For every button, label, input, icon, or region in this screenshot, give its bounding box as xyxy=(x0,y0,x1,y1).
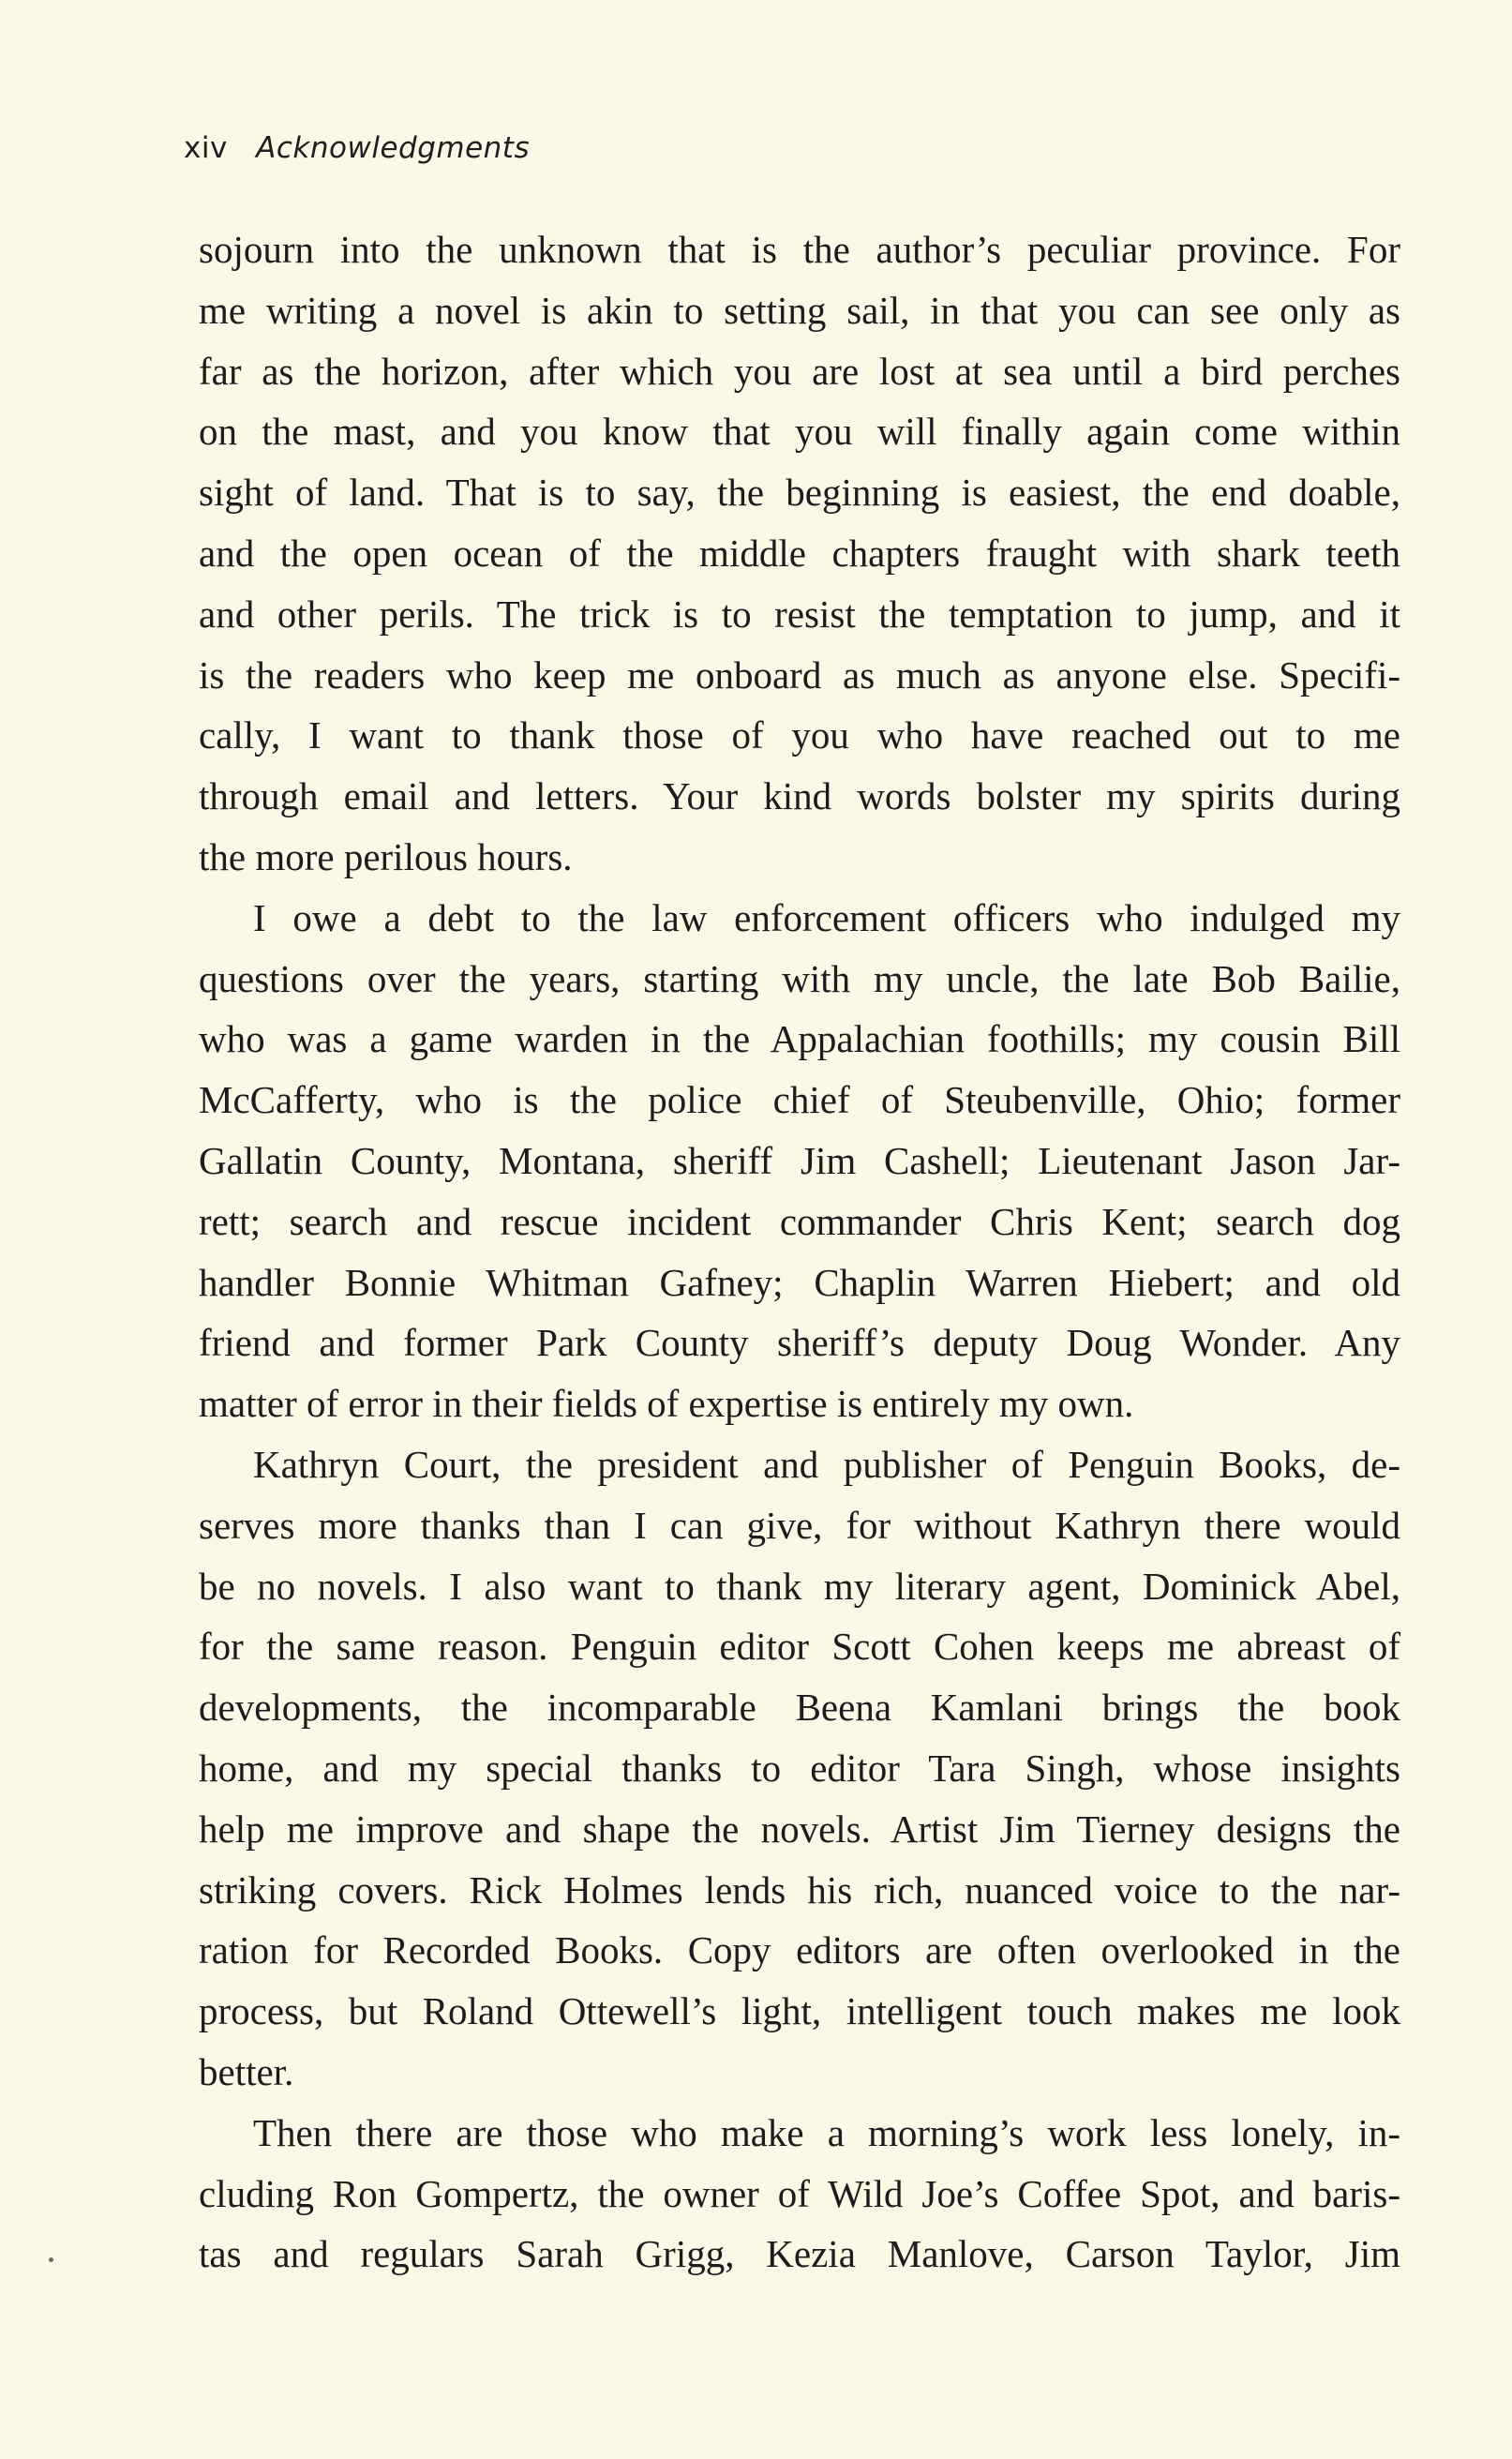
paragraph-1 xyxy=(199,219,1400,888)
paragraph-4 xyxy=(199,2103,1400,2285)
text-line: who was a game warden in the Appalachian foothills; my cousin Bill xyxy=(199,1017,1400,1061)
text-line: home, and my special thanks to editor Tara Singh, whose insights xyxy=(199,1746,1400,1790)
text-line: be no novels. I also want to thank my literary agent, Dominick Abel, xyxy=(199,1564,1400,1608)
text-line: questions over the years, starting with my uncle, the late Bob Bailie, xyxy=(199,956,1400,1000)
text-line: serves more thanks than I can give, for without Kathryn there would xyxy=(199,1503,1400,1547)
text-line: I owe a debt to the law enforcement officers who indulged my xyxy=(253,895,1400,939)
running-head xyxy=(184,131,530,165)
text-line: is the readers who keep me onboard as much as anyone else. Specifi- xyxy=(199,652,1400,697)
text-line: matter of error in their fields of expertise is entirely my own. xyxy=(199,1382,1134,1426)
text-line: better. xyxy=(199,2049,294,2093)
text-line: on the mast, and you know that you will finally again come within xyxy=(199,410,1400,454)
body-text xyxy=(199,219,1400,2285)
text-line: Gallatin County, Montana, sheriff Jim Cashell; Lieutenant Jason Jar- xyxy=(199,1138,1400,1182)
text-line: the more perilous hours. xyxy=(199,834,573,878)
text-line: through email and letters. Your kind words bolster my spirits during xyxy=(199,774,1400,818)
text-line: for the same reason. Penguin editor Scott Cohen keeps me abreast of xyxy=(199,1625,1400,1669)
text-line: and other perils. The trick is to resist the temptation to jump, and it xyxy=(199,592,1400,636)
text-line: developments, the incomparable Beena Kamlani brings the book xyxy=(199,1686,1400,1730)
text-line: tas and regulars Sarah Grigg, Kezia Manlove, Carson Taylor, Jim xyxy=(199,2232,1400,2276)
print-speck xyxy=(49,2257,53,2262)
text-line: handler Bonnie Whitman Gafney; Chaplin Warren Hiebert; and old xyxy=(199,1260,1400,1304)
section-title: Acknowledgments xyxy=(256,131,531,165)
paragraph-2 xyxy=(199,888,1400,1434)
paragraph-3 xyxy=(199,1434,1400,2103)
text-line: ration for Recorded Books. Copy editors are often overlooked in the xyxy=(199,1928,1400,1972)
text-line: Then there are those who make a morning’s work less lonely, in- xyxy=(253,2110,1400,2154)
text-line: sight of land. That is to say, the beginning is easiest, the end doable, xyxy=(199,471,1400,515)
text-line: McCafferty, who is the police chief of Steubenville, Ohio; former xyxy=(199,1078,1400,1122)
text-line: cluding Ron Gompertz, the owner of Wild Joe’s Coffee Spot, and baris- xyxy=(199,2171,1400,2215)
text-line: rett; search and rescue incident commander Chris Kent; search dog xyxy=(199,1199,1400,1243)
text-line: help me improve and shape the novels. Artist Jim Tierney designs the xyxy=(199,1807,1400,1851)
text-line: sojourn into the unknown that is the author’s peculiar province. For xyxy=(199,228,1400,271)
text-line: striking covers. Rick Holmes lends his rich, nuanced voice to the nar- xyxy=(199,1867,1400,1912)
text-line: Kathryn Court, the president and publisher of Penguin Books, de- xyxy=(253,1442,1400,1486)
text-line: far as the horizon, after which you are lost at sea until a bird perches xyxy=(199,349,1400,393)
text-line: me writing a novel is akin to setting sail, in that you can see only as xyxy=(199,288,1400,332)
text-line: and the open ocean of the middle chapters fraught with shark teeth xyxy=(199,531,1400,575)
page-number: xiv xyxy=(184,131,228,165)
text-line: friend and former Park County sheriff’s deputy Doug Wonder. Any xyxy=(199,1321,1400,1365)
text-line: process, but Roland Ottewell’s light, intelligent touch makes me look xyxy=(199,1989,1400,2033)
text-line: cally, I want to thank those of you who have reached out to me xyxy=(199,713,1400,757)
